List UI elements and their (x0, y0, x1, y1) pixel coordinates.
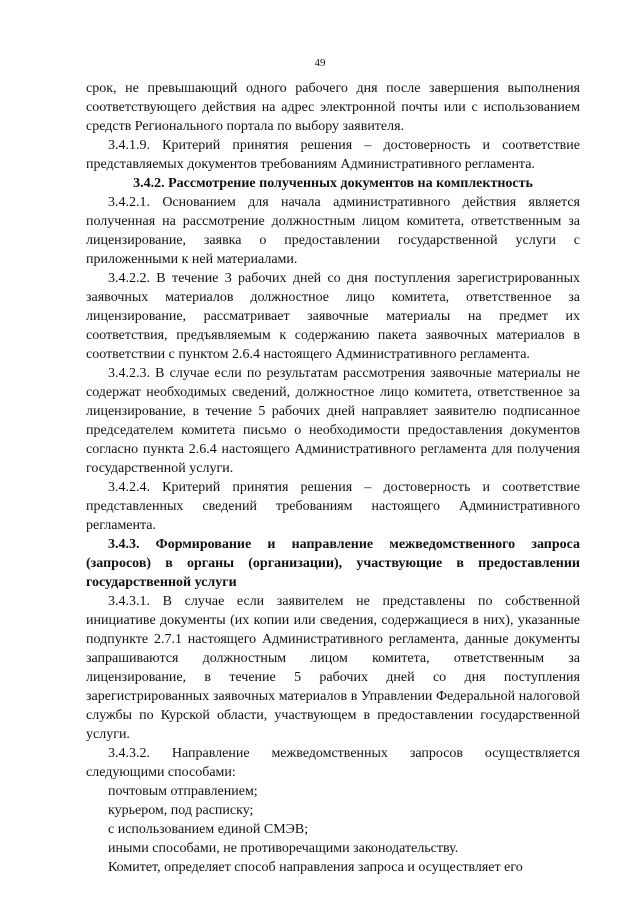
list-item-other: иными способами, не противоречащими законодательству. (108, 841, 459, 856)
paragraph-3-4-2-2: 3.4.2.2. В течение 3 рабочих дней со дня поступления зарегистрированных заявочных материалов должностное лицо комитета, ответственное за лицензирование, рассматривает заявочные материалы на предмет их соответствия, предъявляемым к содержанию пакета заявочных материалов в соответствии с пунктом 2.6.4 настоящего Административного регламента. (86, 271, 580, 362)
document-body (86, 79, 580, 877)
list-item-courier: курьером, под расписку; (108, 803, 254, 818)
paragraph-committee-method: Комитет, определяет способ направления запроса и осуществляет его (108, 860, 523, 875)
paragraph-3-4-3-1: 3.4.3.1. В случае если заявителем не представлены по собственной инициативе документы (их копии или сведения, содержащиеся в них), указанные подпункте 2.7.1 настоящего Административного регламента, данные документы запрашиваются должностным лицом комитета, ответственным за лицензирование, в течение 5 рабочих дней со дня поступления зарегистрированных заявочных материалов в Управлении Федеральной налоговой службы по Курской области, участвующем в предоставлении государственной услуги. (86, 594, 580, 742)
paragraph-3-4-2-3: 3.4.2.3. В случае если по результатам рассмотрения заявочные материалы не содержат необходимых сведений, должностное лицо комитета, ответственное за лицензирование, в течение 5 рабочих дней направляет заявителю подписанное председателем комитета письмо о необходимости предоставления документов согласно пункта 2.6.4 настоящего Административного регламента для получения государственной услуги. (86, 366, 580, 476)
paragraph-3-4-2-4: 3.4.2.4. Критерий принятия решения – достоверность и соответствие представленных сведений требованиям настоящего Административного регламента. (86, 480, 580, 533)
section-heading-3-4-2: 3.4.2. Рассмотрение полученных документов на комплектность (133, 176, 533, 191)
list-item-smev: с использованием единой СМЭВ; (108, 822, 309, 837)
list-item-mail: почтовым отправлением; (108, 784, 258, 799)
paragraph-continuation: срок, не превышающий одного рабочего дня после завершения выполнения соответствующего действия на адрес электронной почты или с использованием средств Регионального портала по выбору заявителя. (86, 81, 580, 134)
paragraph-3-4-1-9: 3.4.1.9. Критерий принятия решения – достоверность и соответствие представляемых документов требованиям Административного регламента. (86, 138, 580, 172)
section-heading-3-4-3: 3.4.3. Формирование и направление межведомственного запроса (запросов) в органы (организации), участвующие в предоставлении государственной услуги (86, 537, 580, 590)
page-number: 49 (314, 57, 326, 69)
paragraph-3-4-3-2: 3.4.3.2. Направление межведомственных запросов осуществляется следующими способами: (86, 746, 580, 780)
paragraph-3-4-2-1: 3.4.2.1. Основанием для начала административного действия является полученная на рассмотрение должностным лицом комитета, ответственным за лицензирование, заявка о предоставлении государственной услуги с приложенными к ней материалами. (86, 195, 580, 267)
